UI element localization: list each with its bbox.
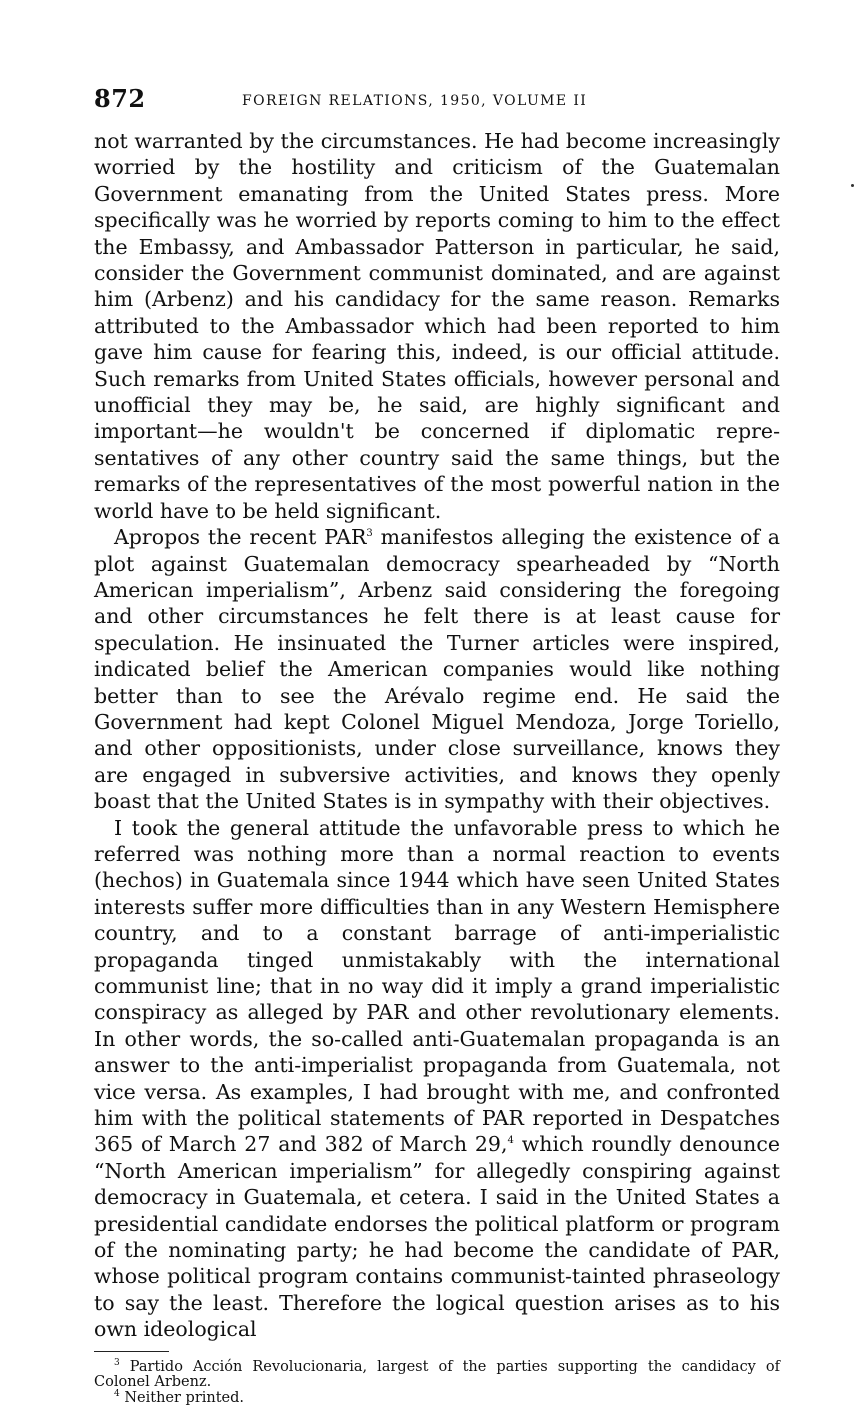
scan-speck [851,184,854,187]
footnote-ref-4[interactable]: 4 [507,1135,514,1147]
footnote-divider [94,1351,169,1352]
paragraph-3-text-start: I took the general attitude the unfavorable press to which he referred was nothing more than a normal reaction to events (hechos) in Guatemala since 1944 which have seen United States interests suffer more difficulties than in any Western Hemisphere country, and to a constant barrage of anti-imperialistic propaganda tinged unmistakably with the international communist line; that in no way did it imply a grand imperialistic conspiracy as alleged by PAR and other revolutionary elements. In other words, the so-called anti-Guatemalan propaganda is an answer to the anti-imperialist propaganda from Guatemala, not vice versa. As examples, I had brought with me, and confronted him with the political statements of PAR reported in Despatches 365 of March 27 and 382 of March 29, [94,815,780,1157]
footnote-3-text: Partido Acción Revolucionaria, largest of the parties supporting the candidacy of Colonel Arbenz. [94,1358,780,1391]
paragraph-2-text-end: manifestos alleging the existence of a plot against Guatemalan democracy spearheaded by “North American imperialism”, Arbenz said considering the foregoing and other circumstances he felt there is at least cause for speculation. He insinuated the Turner articles were inspired, indicated belief the American companies would like nothing better than to see the Arévalo regime end. He said the Government had kept Colonel Miguel Mendoza, Jorge Toriello, and other oppositionists, under close surveillance, knows they are engaged in subversive activities, and knows they openly boast that the United States is in sympathy with their objectives. [94,525,781,814]
paragraph-1-text: not warranted by the circumstances. He had become increasingly worried by the hostility and criticism of the Guatemalan Government emanating from the United States press. More specifically was he worried by reports coming to him to the effect the Embassy, and Ambassador Patterson in particular, he said, consider the Government communist dominated, and are against him (Arbenz) and his candidacy for the same reason. Remarks attributed to the Ambassador which had been reported to him gave him cause for fearing this, indeed, is our official attitude. Such remarks from United States officials, however personal and unofficial they may be, he said, are highly significant and important—he wouldn't be concerned if diplomatic representatives of any other country said the same things, but the remarks of the representatives of the most powerful nation in the world have to be held significant. [94,129,780,523]
footnote-ref-3[interactable]: 3 [366,528,373,540]
paragraph-3 [94,815,780,1343]
document-page [94,84,780,1406]
paragraph-3-text-end: which roundly denounce “North American imperialism” for allegedly conspiring against democracy in Guatemala, et cetera. I said in the United States a presidential candidate endorses the political platform or program of the nominating party; he had become the candidate of PAR, whose political program contains communist-tainted phraseology to say the least. Therefore the logical question arises as to his own ideological [94,1132,781,1342]
footnote-4-text: Neither printed. [124,1389,245,1406]
body-text [94,128,780,1343]
running-title: FOREIGN RELATIONS, 1950, VOLUME II [242,93,588,109]
footnote-4 [94,1388,780,1406]
paragraph-1 [94,128,780,524]
footnote-3-mark: 3 [114,1357,120,1368]
paragraph-2-text-start: Apropos the recent PAR [114,525,367,550]
footnote-3 [94,1357,780,1391]
running-header [94,84,780,118]
paragraph-2 [94,524,780,814]
footnote-4-mark: 4 [114,1388,120,1399]
footnotes [94,1357,780,1406]
page-number: 872 [94,84,146,113]
